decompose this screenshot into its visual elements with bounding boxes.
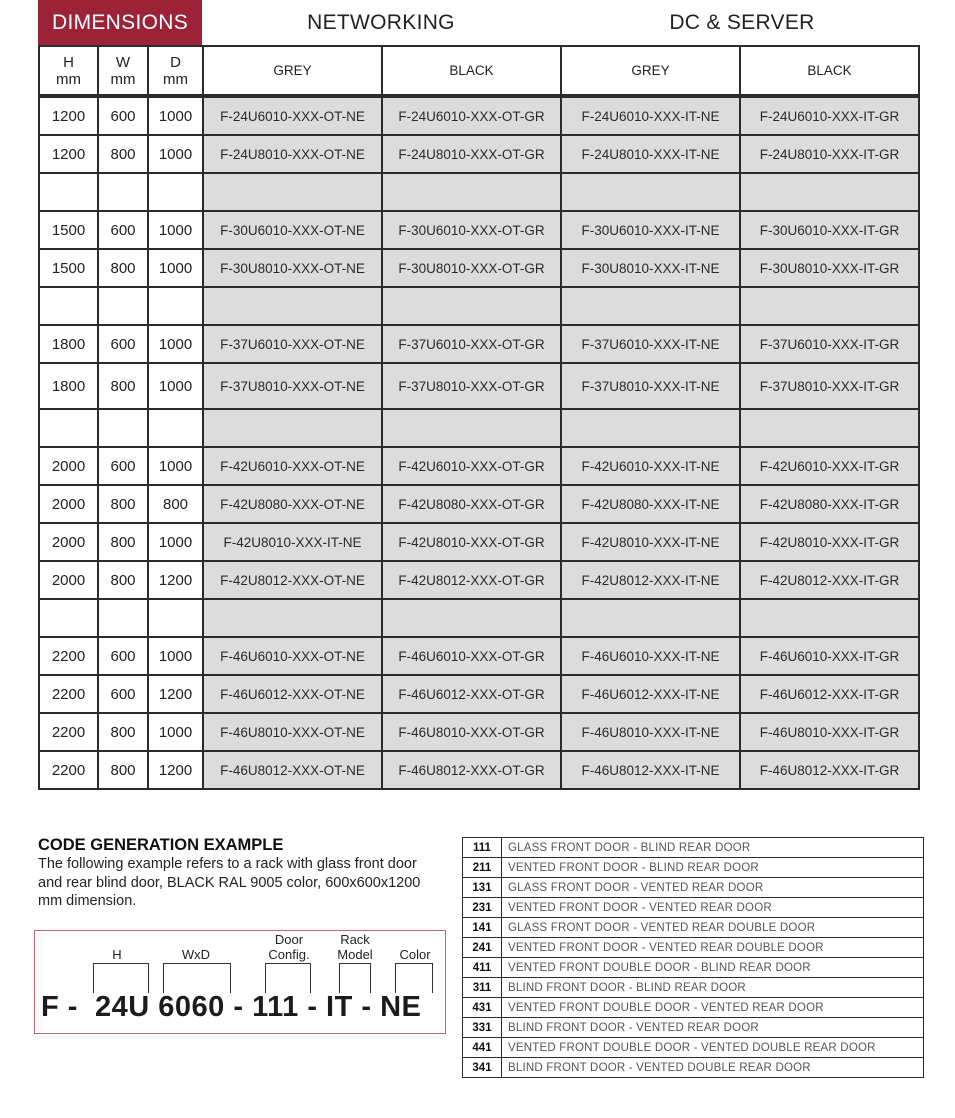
table-row xyxy=(39,325,919,363)
cell-w: 600 xyxy=(98,637,148,675)
table-row xyxy=(39,96,919,135)
networking-header: NETWORKING xyxy=(307,11,455,34)
blank-cell xyxy=(148,409,203,447)
cell-d: 1000 xyxy=(148,637,203,675)
config-description: BLIND FRONT DOOR - VENTED DOUBLE REAR DOOR xyxy=(502,1058,924,1078)
config-description: VENTED FRONT DOUBLE DOOR - VENTED REAR DOOR xyxy=(502,998,924,1018)
cell-dc-grey: F-42U6010-XXX-IT-NE xyxy=(561,447,740,485)
bracket-color xyxy=(395,963,433,993)
cell-net-grey: F-46U6010-XXX-OT-NE xyxy=(203,637,382,675)
config-code: 131 xyxy=(463,878,502,898)
cell-net-grey: F-24U6010-XXX-OT-NE xyxy=(203,96,382,135)
example-code: F - 24U 6060 - 111 - IT - NE xyxy=(41,991,422,1023)
cell-net-black: F-37U6010-XXX-OT-GR xyxy=(382,325,561,363)
cell-net-grey: F-30U8010-XXX-OT-NE xyxy=(203,249,382,287)
config-row xyxy=(463,898,924,918)
blank-cell xyxy=(98,599,148,637)
blank-cell xyxy=(148,599,203,637)
label-color: Color xyxy=(399,947,431,962)
blank-cell xyxy=(203,287,382,325)
config-code: 311 xyxy=(463,978,502,998)
cell-net-black: F-42U8080-XXX-OT-GR xyxy=(382,485,561,523)
blank-cell xyxy=(740,287,919,325)
config-description: BLIND FRONT DOOR - VENTED REAR DOOR xyxy=(502,1018,924,1038)
table-header-row xyxy=(39,46,919,96)
cell-net-black: F-42U6010-XXX-OT-GR xyxy=(382,447,561,485)
blank-cell xyxy=(203,599,382,637)
cell-net-black: F-30U8010-XXX-OT-GR xyxy=(382,249,561,287)
config-description: VENTED FRONT DOOR - BLIND REAR DOOR xyxy=(502,858,924,878)
cell-dc-black: F-42U6010-XXX-IT-GR xyxy=(740,447,919,485)
blank-cell xyxy=(561,173,740,211)
cell-net-grey: F-42U6010-XXX-OT-NE xyxy=(203,447,382,485)
cell-d: 1200 xyxy=(148,675,203,713)
config-row xyxy=(463,858,924,878)
dimensions-header: DIMENSIONS xyxy=(38,0,202,46)
cell-net-grey: F-46U6012-XXX-OT-NE xyxy=(203,675,382,713)
config-description: BLIND FRONT DOOR - BLIND REAR DOOR xyxy=(502,978,924,998)
config-row xyxy=(463,958,924,978)
cell-dc-grey: F-30U6010-XXX-IT-NE xyxy=(561,211,740,249)
cell-h: 1200 xyxy=(39,96,98,135)
table-row xyxy=(39,675,919,713)
cell-net-black: F-42U8012-XXX-OT-GR xyxy=(382,561,561,599)
col-w-header: W mm xyxy=(98,46,148,96)
cell-h: 1800 xyxy=(39,325,98,363)
cell-dc-black: F-24U8010-XXX-IT-GR xyxy=(740,135,919,173)
cell-w: 800 xyxy=(98,363,148,409)
dc-server-header: DC & SERVER xyxy=(669,11,815,34)
col-net-grey-header: GREY xyxy=(203,46,382,96)
cell-d: 1000 xyxy=(148,713,203,751)
cell-net-grey: F-42U8080-XXX-OT-NE xyxy=(203,485,382,523)
bracket-h xyxy=(93,963,149,993)
cell-w: 800 xyxy=(98,135,148,173)
cell-net-black: F-46U8010-XXX-OT-GR xyxy=(382,713,561,751)
cell-net-black: F-46U8012-XXX-OT-GR xyxy=(382,751,561,789)
cell-d: 1000 xyxy=(148,135,203,173)
cell-h: 1200 xyxy=(39,135,98,173)
blank-cell xyxy=(39,599,98,637)
cell-d: 1000 xyxy=(148,249,203,287)
bracket-door-config xyxy=(265,963,311,993)
table-row xyxy=(39,751,919,789)
cell-h: 1500 xyxy=(39,249,98,287)
table-row xyxy=(39,249,919,287)
config-row xyxy=(463,998,924,1018)
cell-w: 800 xyxy=(98,249,148,287)
cell-d: 1000 xyxy=(148,325,203,363)
cell-net-grey: F-37U8010-XXX-OT-NE xyxy=(203,363,382,409)
cell-net-black: F-46U6010-XXX-OT-GR xyxy=(382,637,561,675)
col-d-header: D mm xyxy=(148,46,203,96)
bracket-rack-model xyxy=(339,963,371,993)
blank-cell xyxy=(561,287,740,325)
blank-cell xyxy=(382,409,561,447)
config-code: 331 xyxy=(463,1018,502,1038)
config-description: GLASS FRONT DOOR - VENTED REAR DOOR xyxy=(502,878,924,898)
blank-cell xyxy=(39,409,98,447)
config-description: VENTED FRONT DOUBLE DOOR - VENTED DOUBLE REAR DOOR xyxy=(502,1038,924,1058)
blank-cell xyxy=(39,287,98,325)
cell-h: 2200 xyxy=(39,637,98,675)
table-row xyxy=(39,637,919,675)
table-row xyxy=(39,523,919,561)
label-wxd: WxD xyxy=(181,947,211,962)
blank-cell xyxy=(148,173,203,211)
blank-cell xyxy=(382,173,561,211)
cell-w: 800 xyxy=(98,751,148,789)
config-code: 411 xyxy=(463,958,502,978)
cell-w: 800 xyxy=(98,523,148,561)
cell-w: 800 xyxy=(98,713,148,751)
cell-h: 2200 xyxy=(39,713,98,751)
config-row xyxy=(463,978,924,998)
blank-cell xyxy=(561,599,740,637)
cell-d: 1000 xyxy=(148,447,203,485)
config-description: VENTED FRONT DOOR - VENTED REAR DOOR xyxy=(502,898,924,918)
door-config-table xyxy=(462,837,924,1078)
cell-h: 1800 xyxy=(39,363,98,409)
config-row xyxy=(463,1058,924,1078)
cell-dc-black: F-42U8010-XXX-IT-GR xyxy=(740,523,919,561)
table-row xyxy=(39,713,919,751)
cell-net-black: F-24U6010-XXX-OT-GR xyxy=(382,96,561,135)
code-example-description: The following example refers to a rack with glass front door and rear blind door, BLACK RAL 9005 color, 600x600x1200 mm dimension. xyxy=(38,856,421,909)
cell-net-grey: F-37U6010-XXX-OT-NE xyxy=(203,325,382,363)
col-h-header: H mm xyxy=(39,46,98,96)
cell-dc-grey: F-24U6010-XXX-IT-NE xyxy=(561,96,740,135)
config-description: GLASS FRONT DOOR - BLIND REAR DOOR xyxy=(502,838,924,858)
cell-dc-grey: F-42U8080-XXX-IT-NE xyxy=(561,485,740,523)
table-row xyxy=(39,135,919,173)
table-row xyxy=(39,561,919,599)
cell-net-grey: F-42U8012-XXX-OT-NE xyxy=(203,561,382,599)
blank-row xyxy=(39,599,919,637)
label-door-config: Door Config. xyxy=(268,932,310,962)
blank-cell xyxy=(561,409,740,447)
code-example-box xyxy=(34,930,446,1034)
cell-d: 1200 xyxy=(148,561,203,599)
config-code: 431 xyxy=(463,998,502,1018)
cell-w: 800 xyxy=(98,561,148,599)
config-row xyxy=(463,838,924,858)
cell-dc-black: F-46U8012-XXX-IT-GR xyxy=(740,751,919,789)
cell-net-grey: F-24U8010-XXX-OT-NE xyxy=(203,135,382,173)
blank-cell xyxy=(382,287,561,325)
blank-row xyxy=(39,409,919,447)
config-code: 241 xyxy=(463,938,502,958)
blank-cell xyxy=(740,173,919,211)
blank-cell xyxy=(98,287,148,325)
cell-dc-black: F-37U8010-XXX-IT-GR xyxy=(740,363,919,409)
rack-code-table xyxy=(38,45,920,790)
cell-dc-black: F-46U6012-XXX-IT-GR xyxy=(740,675,919,713)
cell-w: 800 xyxy=(98,485,148,523)
cell-w: 600 xyxy=(98,211,148,249)
blank-cell xyxy=(39,173,98,211)
col-dc-grey-header: GREY xyxy=(561,46,740,96)
cell-d: 1000 xyxy=(148,96,203,135)
cell-net-grey: F-46U8012-XXX-OT-NE xyxy=(203,751,382,789)
cell-net-black: F-24U8010-XXX-OT-GR xyxy=(382,135,561,173)
cell-dc-black: F-30U6010-XXX-IT-GR xyxy=(740,211,919,249)
cell-dc-grey: F-46U8010-XXX-IT-NE xyxy=(561,713,740,751)
config-code: 341 xyxy=(463,1058,502,1078)
cell-dc-black: F-46U6010-XXX-IT-GR xyxy=(740,637,919,675)
blank-cell xyxy=(203,173,382,211)
cell-h: 2000 xyxy=(39,447,98,485)
cell-dc-black: F-42U8080-XXX-IT-GR xyxy=(740,485,919,523)
blank-cell xyxy=(740,409,919,447)
cell-h: 2200 xyxy=(39,751,98,789)
table-row xyxy=(39,211,919,249)
blank-cell xyxy=(98,409,148,447)
cell-w: 600 xyxy=(98,325,148,363)
config-code: 141 xyxy=(463,918,502,938)
config-row xyxy=(463,1038,924,1058)
config-code: 111 xyxy=(463,838,502,858)
blank-cell xyxy=(203,409,382,447)
blank-cell xyxy=(98,173,148,211)
col-net-black-header: BLACK xyxy=(382,46,561,96)
blank-cell xyxy=(740,599,919,637)
cell-dc-grey: F-46U6010-XXX-IT-NE xyxy=(561,637,740,675)
cell-net-grey: F-42U8010-XXX-IT-NE xyxy=(203,523,382,561)
cell-w: 600 xyxy=(98,675,148,713)
cell-net-black: F-42U8010-XXX-OT-GR xyxy=(382,523,561,561)
cell-net-black: F-37U8010-XXX-OT-GR xyxy=(382,363,561,409)
cell-dc-grey: F-37U8010-XXX-IT-NE xyxy=(561,363,740,409)
cell-dc-black: F-42U8012-XXX-IT-GR xyxy=(740,561,919,599)
label-rack-model: Rack Model xyxy=(337,932,373,962)
cell-dc-grey: F-37U6010-XXX-IT-NE xyxy=(561,325,740,363)
col-dc-black-header: BLACK xyxy=(740,46,919,96)
cell-h: 2000 xyxy=(39,561,98,599)
cell-dc-grey: F-46U8012-XXX-IT-NE xyxy=(561,751,740,789)
cell-h: 2200 xyxy=(39,675,98,713)
config-description: VENTED FRONT DOUBLE DOOR - BLIND REAR DOOR xyxy=(502,958,924,978)
cell-dc-grey: F-30U8010-XXX-IT-NE xyxy=(561,249,740,287)
config-description: VENTED FRONT DOOR - VENTED REAR DOUBLE DOOR xyxy=(502,938,924,958)
cell-dc-grey: F-42U8012-XXX-IT-NE xyxy=(561,561,740,599)
config-code: 211 xyxy=(463,858,502,878)
table-row xyxy=(39,447,919,485)
cell-dc-black: F-24U6010-XXX-IT-GR xyxy=(740,96,919,135)
cell-dc-black: F-30U8010-XXX-IT-GR xyxy=(740,249,919,287)
blank-row xyxy=(39,173,919,211)
cell-dc-grey: F-24U8010-XXX-IT-NE xyxy=(561,135,740,173)
blank-cell xyxy=(148,287,203,325)
config-row xyxy=(463,938,924,958)
bracket-wxd xyxy=(163,963,231,993)
cell-net-grey: F-46U8010-XXX-OT-NE xyxy=(203,713,382,751)
cell-d: 1000 xyxy=(148,523,203,561)
config-row xyxy=(463,878,924,898)
cell-d: 1000 xyxy=(148,363,203,409)
cell-net-black: F-30U6010-XXX-OT-GR xyxy=(382,211,561,249)
cell-h: 2000 xyxy=(39,523,98,561)
cell-d: 800 xyxy=(148,485,203,523)
cell-dc-grey: F-42U8010-XXX-IT-NE xyxy=(561,523,740,561)
config-row xyxy=(463,918,924,938)
cell-w: 600 xyxy=(98,96,148,135)
table-row xyxy=(39,485,919,523)
table-row xyxy=(39,363,919,409)
cell-net-grey: F-30U6010-XXX-OT-NE xyxy=(203,211,382,249)
blank-row xyxy=(39,287,919,325)
cell-d: 1000 xyxy=(148,211,203,249)
label-h: H xyxy=(112,947,122,962)
cell-dc-black: F-46U8010-XXX-IT-GR xyxy=(740,713,919,751)
cell-net-black: F-46U6012-XXX-OT-GR xyxy=(382,675,561,713)
cell-w: 600 xyxy=(98,447,148,485)
config-description: GLASS FRONT DOOR - VENTED REAR DOUBLE DOOR xyxy=(502,918,924,938)
cell-dc-black: F-37U6010-XXX-IT-GR xyxy=(740,325,919,363)
cell-d: 1200 xyxy=(148,751,203,789)
cell-dc-grey: F-46U6012-XXX-IT-NE xyxy=(561,675,740,713)
cell-h: 2000 xyxy=(39,485,98,523)
config-row xyxy=(463,1018,924,1038)
blank-cell xyxy=(382,599,561,637)
config-code: 231 xyxy=(463,898,502,918)
config-code: 441 xyxy=(463,1038,502,1058)
cell-h: 1500 xyxy=(39,211,98,249)
code-example-title: CODE GENERATION EXAMPLE xyxy=(38,836,284,854)
